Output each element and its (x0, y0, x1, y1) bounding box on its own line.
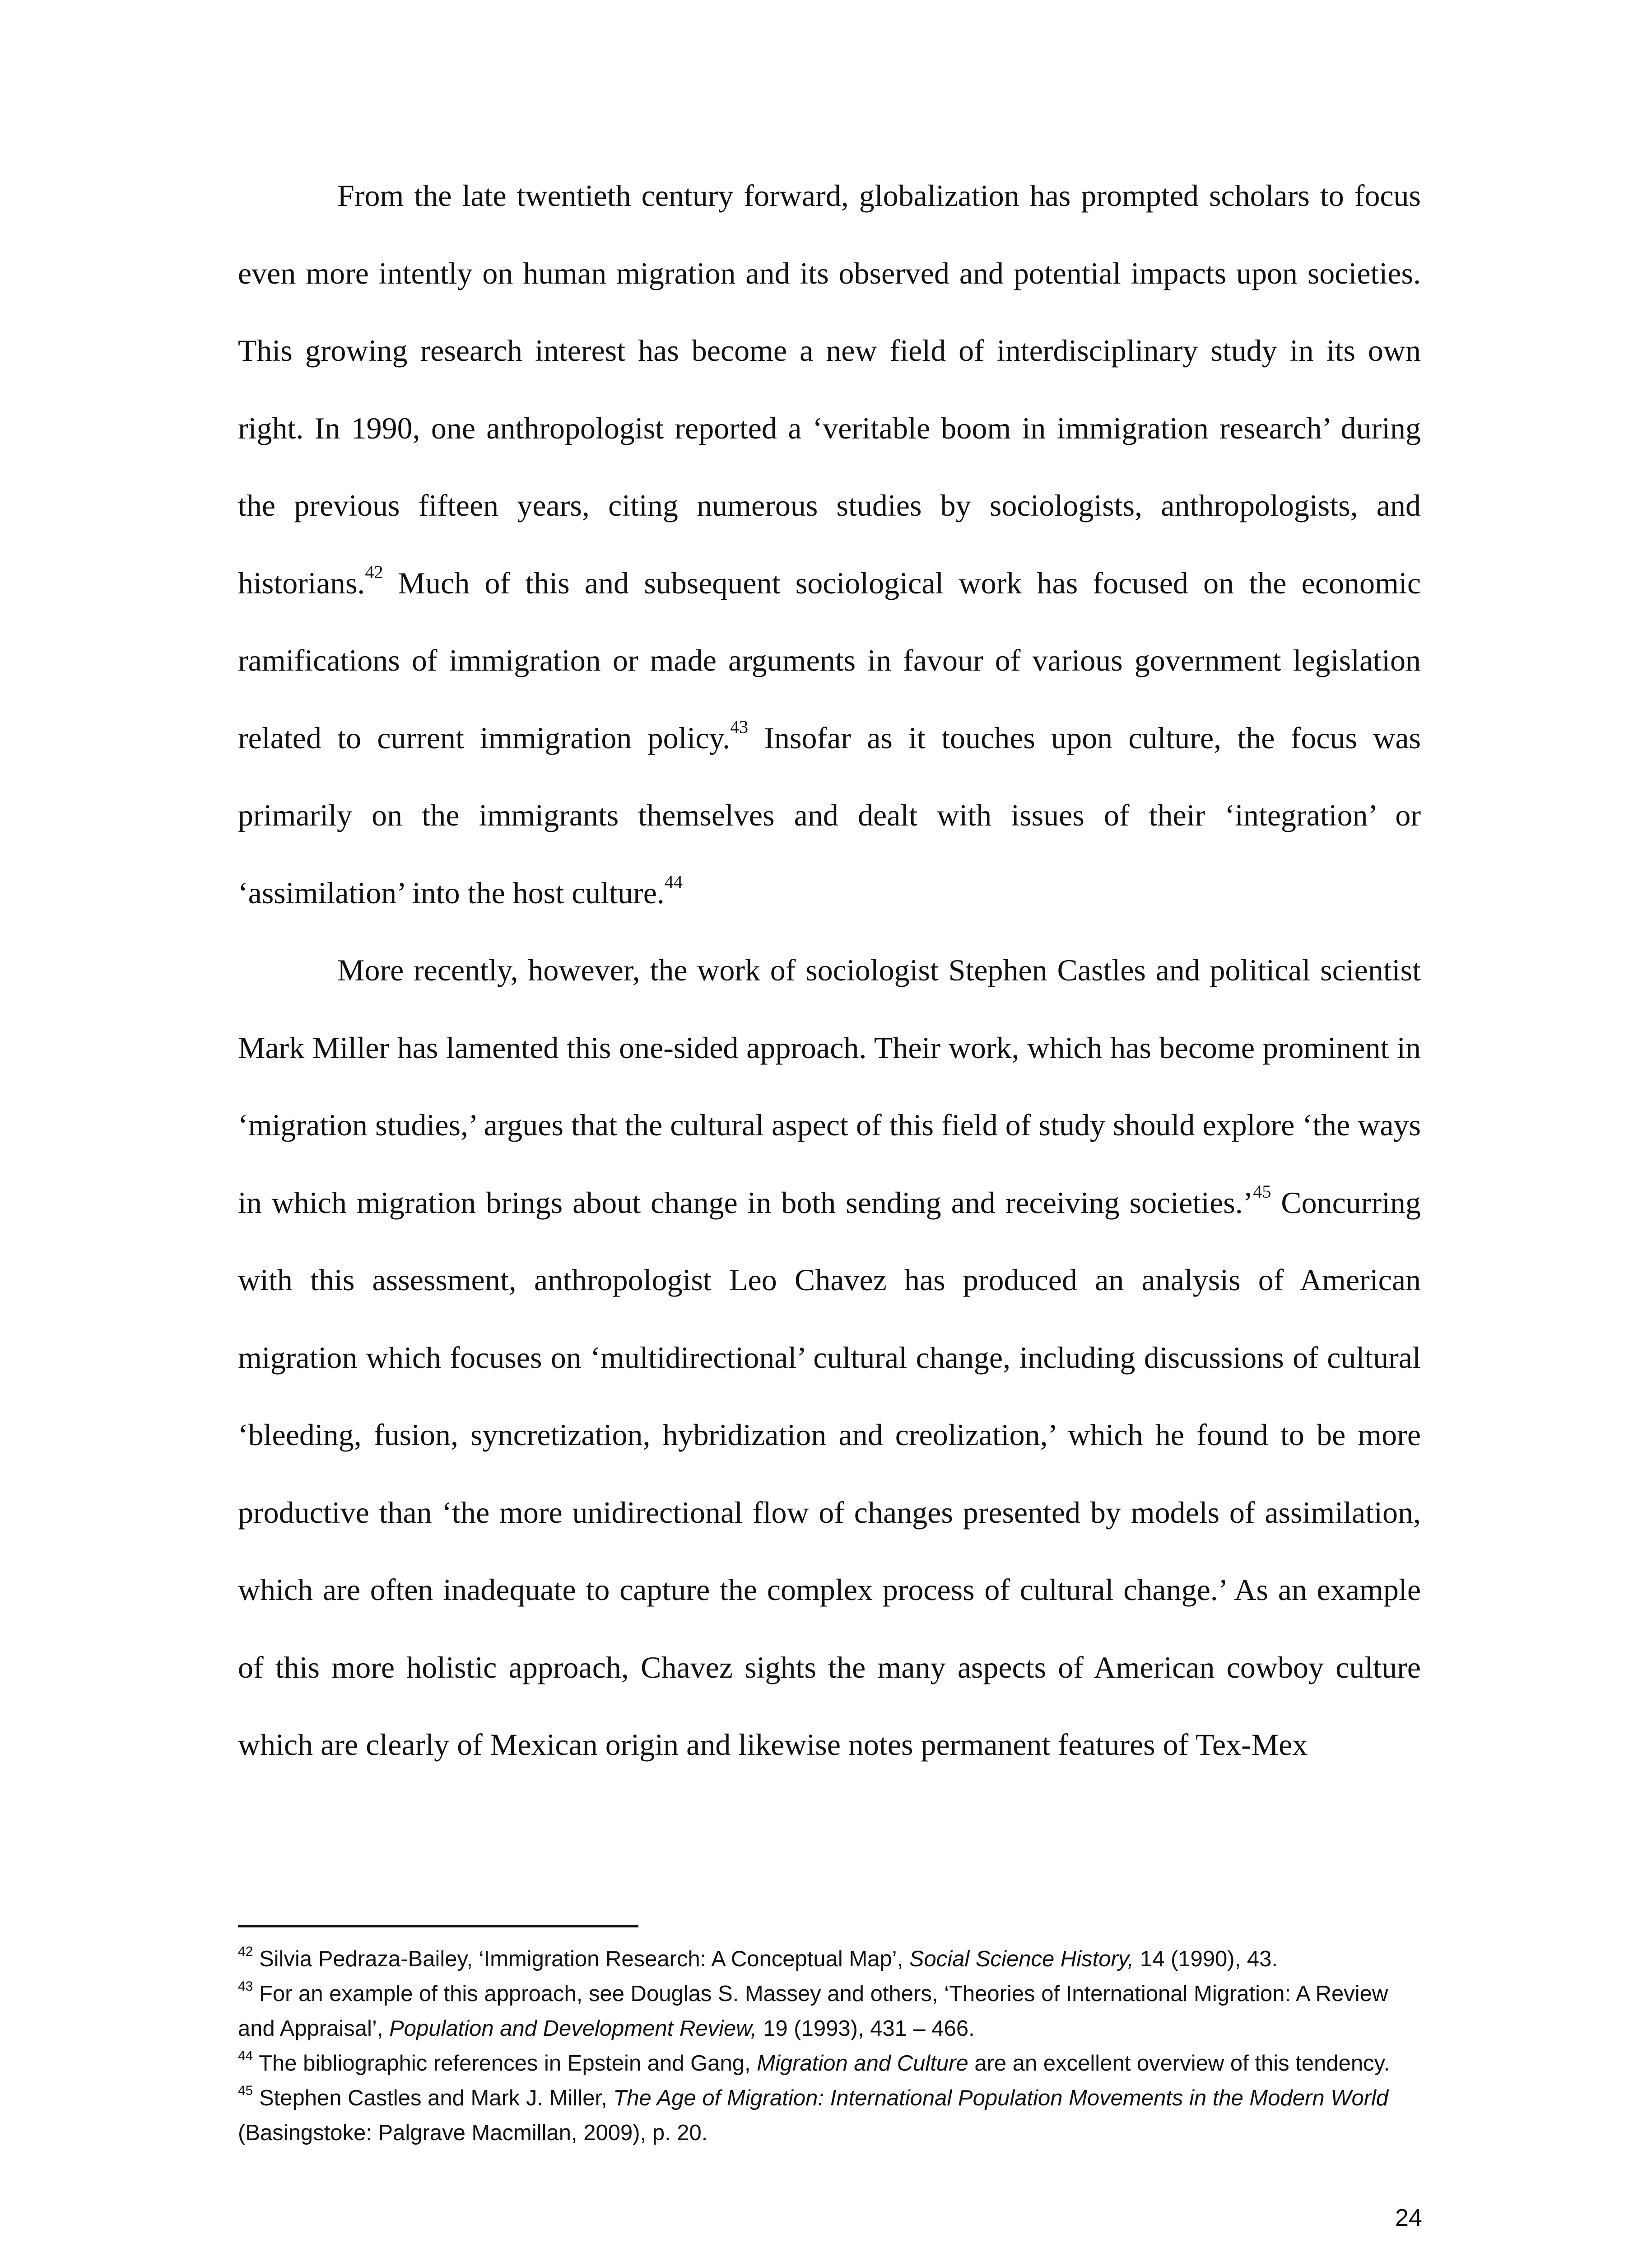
footnote-number: 45 (238, 2083, 253, 2098)
footnote-number: 42 (238, 1944, 253, 1959)
footnote-reference-45[interactable]: 45 (1253, 1181, 1271, 1202)
footnote-reference-44[interactable]: 44 (664, 871, 683, 892)
footnote-text: 19 (1993), 431 – 466. (757, 2016, 975, 2041)
footnote-42 (238, 1942, 1421, 1977)
footnote-text: For an example of this approach, see Douglas S. Massey and others, ‘Theories of International Migration: A Review and Appraisal’, (238, 1982, 1388, 2041)
footnote-number: 44 (238, 2048, 253, 2063)
page-number: 24 (1395, 2204, 1422, 2231)
footnote-text: Stephen Castles and Mark J. Miller, (253, 2086, 614, 2110)
footnote-text: are an excellent overview of this tendency. (968, 2051, 1390, 2076)
paragraph-text: More recently, however, the work of sociologist Stephen Castles and political scientist Mark Miller has lamented this one-sided approach. Their work, which has become prominent in ‘migration studies,’ argues that the cultural aspect of this field of study should explore ‘the ways in which migration brings about change in both sending and receiving societies.’ (238, 953, 1421, 1220)
paragraph-text: From the late twentieth century forward, globalization has prompted scholars to focus even more intently on human migration and its observed and potential impacts upon societies. This growing research interest has become a new field of interdisciplinary study in its own right. In 1990, one anthropologist reported a ‘veritable boom in immigration research’ during the previous fifteen years, citing numerous studies by sociologists, anthropologists, and historians. (238, 178, 1421, 600)
paragraph-text: Concurring with this assessment, anthropologist Leo Chavez has produced an analysis of American migration which focuses on ‘multidirectional’ cultural change, including discussions of cultural ‘bleeding, fusion, syncretization, hybridization and creolization,’ which he found to be more productive than ‘the more unidirectional flow of changes presented by models of assimilation, which are often inadequate to capture the complex process of cultural change.’ As an example of this more holistic approach, Chavez sights the many aspects of American cowboy culture which are clearly of Mexican origin and likewise notes permanent features of Tex-Mex (238, 1185, 1421, 1762)
footnote-reference-42[interactable]: 42 (365, 561, 383, 582)
body-text (238, 157, 1421, 1784)
paragraph-2 (238, 932, 1421, 1784)
paragraph-text: Much of this and subsequent sociological work has focused on the economic ramifications of immigration or made arguments in favour of various government legislation related to current immigration policy. (238, 565, 1421, 755)
footnotes (238, 1942, 1421, 2151)
footnote-text: The bibliographic references in Epstein and Gang, (253, 2051, 757, 2076)
footnote-title: The Age of Migration: International Population Movements in the Modern World (613, 2086, 1389, 2110)
footnote-43 (238, 1977, 1421, 2046)
paragraph-1 (238, 157, 1421, 932)
footnote-separator (238, 1925, 638, 1927)
footnote-title: Population and Development Review, (389, 2016, 757, 2041)
footnote-title: Social Science History, (909, 1947, 1134, 1971)
footnote-number: 43 (238, 1978, 253, 1994)
footnote-text: (Basingstoke: Palgrave Macmillan, 2009), p. 20. (238, 2121, 708, 2145)
footnote-text: 14 (1990), 43. (1134, 1947, 1278, 1971)
footnote-reference-43[interactable]: 43 (730, 716, 749, 737)
footnote-text: Silvia Pedraza-Bailey, ‘Immigration Research: A Conceptual Map’, (253, 1947, 909, 1971)
footnote-title: Migration and Culture (757, 2051, 968, 2076)
footnote-44 (238, 2046, 1421, 2081)
footnote-45 (238, 2081, 1421, 2151)
paragraph-text: Insofar as it touches upon culture, the focus was primarily on the immigrants themselves and dealt with issues of their ‘integration’ or ‘assimilation’ into the host culture. (238, 720, 1421, 910)
